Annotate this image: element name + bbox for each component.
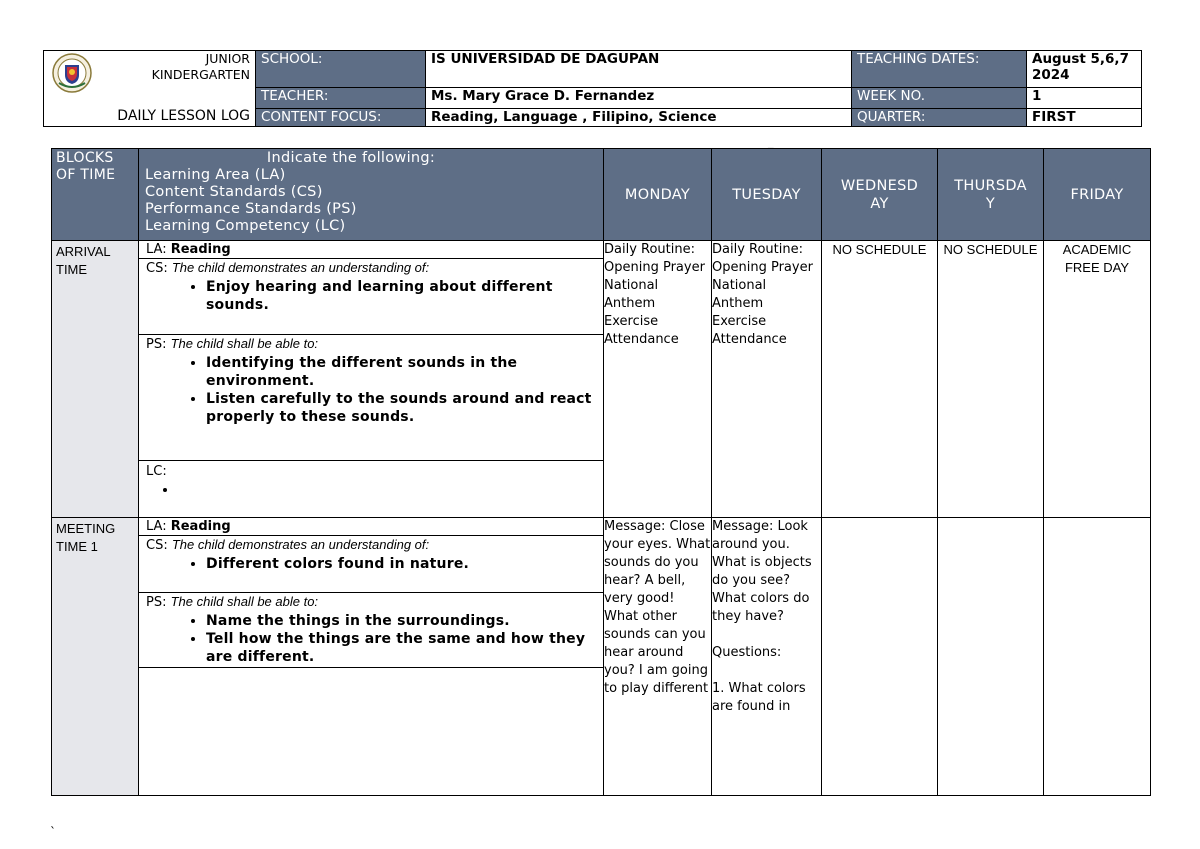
ps-item: • Listen carefully to the sounds around and react properly to these sounds. [206,390,596,426]
day-header-friday: FRIDAY [1044,149,1151,241]
indicate-item: Performance Standards (PS) [145,201,357,217]
ps-section [139,593,603,668]
time-block-arrival: ARRIVAL TIME [52,241,139,518]
meeting-monday: Message: Close your eyes. What sounds do you hear? A bell, very good! What other sounds can you hear around you? I am going to play different [604,518,712,796]
day-header-monday: MONDAY [604,149,712,241]
ps-section [139,335,603,461]
cs-item: • Enjoy hearing and learning about different sounds. [206,278,596,314]
day-header-wednesday: WEDNESD AY [822,149,938,241]
meeting-tuesday-question-1: 1. What colors are found in [712,681,806,714]
school-value: IS UNIVERSIDAD DE DAGUPAN [426,51,852,88]
footer-mark: ` [50,825,56,839]
la-prefix: LA: [146,242,171,257]
ps-intro: The child shall be able to: [170,594,319,609]
teacher-value: Ms. Mary Grace D. Fernandez [426,88,852,108]
table-header-row [52,149,1151,241]
indicate-item: Learning Competency (LC) [145,218,346,234]
header-table [43,50,1142,127]
arrival-wednesday: NO SCHEDULE [822,241,938,518]
meeting-tuesday [712,518,822,796]
cs-prefix: CS: [146,261,172,276]
week-label: WEEK NO. [852,88,1027,108]
cs-prefix: CS: [146,538,172,553]
blocks-of-time-header: BLOCKS OF TIME [52,149,139,241]
arrival-tuesday: Daily Routine: Opening Prayer National Anthem Exercise Attendance [712,241,822,518]
teacher-label: TEACHER: [256,88,426,108]
title-line-2: KINDERGARTEN [151,67,250,82]
deped-seal-logo [52,53,92,93]
table-row [52,241,1151,518]
title-line-1: JUNIOR [205,51,250,66]
week-value: 1 [1027,88,1142,108]
lesson-table [51,148,1151,796]
indicate-item: Learning Area (LA) [145,167,286,183]
title-line-3: DAILY LESSON LOG [117,108,250,125]
ps-prefix: PS: [146,595,171,610]
ps-item: • Identifying the different sounds in the environment. [206,354,596,390]
arrival-thursday: NO SCHEDULE [938,241,1044,518]
lc-section [139,461,603,516]
indicate-header [139,149,604,241]
indicate-title: Indicate the following: [266,150,436,166]
la-value: Reading [170,519,231,534]
header-title-cell [44,51,256,109]
ps-intro: The child shall be able to: [170,336,319,351]
ps-item: • Name the things in the surroundings. [206,612,596,630]
la-section [139,518,603,536]
teaching-dates-value: August 5,6,7 2024 [1027,51,1142,88]
ps-item: • Tell how the things are the same and how they are different. [206,630,596,666]
separator-mark: _ [768,136,774,149]
quarter-label: QUARTER: [852,108,1027,126]
meeting-wednesday [822,518,938,796]
content-focus-label: CONTENT FOCUS: [256,108,426,126]
arrival-monday: Daily Routine: Opening Prayer National Anthem Exercise Attendance [604,241,712,518]
meeting-friday [1044,518,1151,796]
meeting-tuesday-questions: Questions: [712,645,782,660]
cs-item: • Different colors found in nature. [206,555,596,573]
ps-prefix: PS: [146,337,171,352]
cs-section [139,259,603,335]
quarter-value: FIRST [1027,108,1142,126]
table-row [52,518,1151,796]
arrival-friday: ACADEMIC FREE DAY [1044,241,1151,518]
la-section [139,241,603,259]
empty-section [139,668,603,788]
standards-cell [139,518,604,796]
day-header-tuesday: TUESDAY [712,149,822,241]
lc-item-empty [178,481,596,499]
la-value: Reading [170,242,231,257]
standards-cell [139,241,604,518]
school-label: SCHOOL: [256,51,426,88]
cs-intro: The child demonstrates an understanding of: [171,260,430,275]
title-line-3-cell [44,108,256,126]
meeting-tuesday-message: Message: Look around you. What is objects do you see? What colors do they have? [712,519,812,624]
time-block-meeting-1: MEETING TIME 1 [52,518,139,796]
day-header-thursday: THURSDA Y [938,149,1044,241]
meeting-thursday [938,518,1044,796]
indicate-item: Content Standards (CS) [145,184,323,200]
lc-label: LC: [146,464,167,479]
cs-section [139,536,603,593]
content-focus-value: Reading, Language , Filipino, Science [426,108,852,126]
teaching-dates-label: TEACHING DATES: [852,51,1027,88]
la-prefix: LA: [146,519,171,534]
cs-intro: The child demonstrates an understanding of: [171,537,430,552]
